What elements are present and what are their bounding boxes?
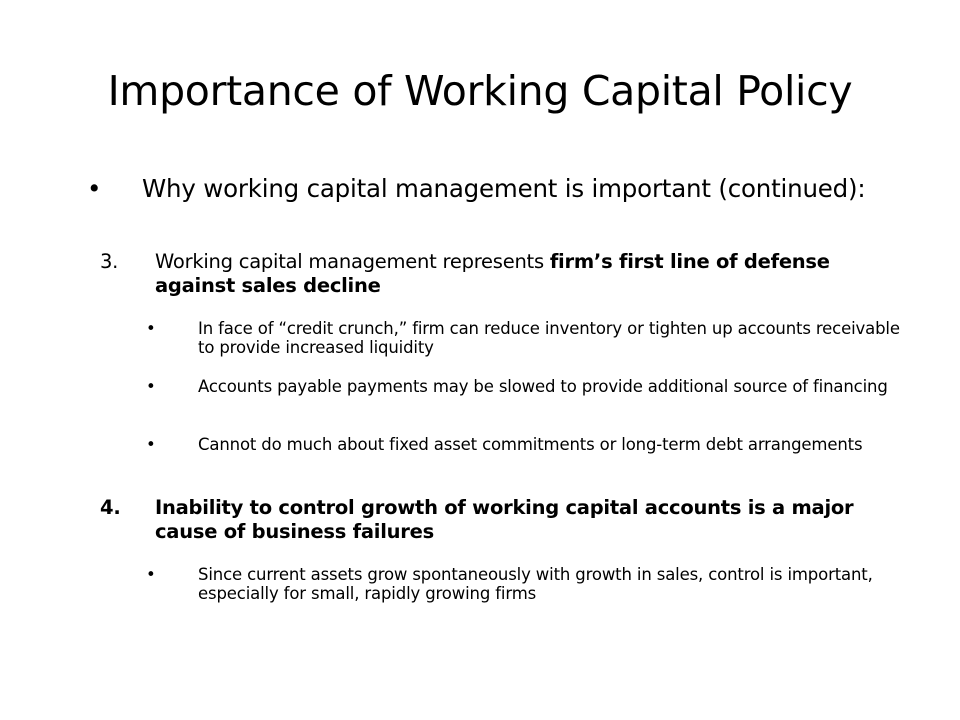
sub-bullet-4-1: [146, 565, 910, 603]
top-bullet: [87, 174, 882, 204]
slide-title: Importance of Working Capital Policy: [107, 67, 853, 115]
bullet-marker: •: [146, 377, 156, 396]
top-bullet-text: Why working capital management is important (continued):: [142, 174, 866, 203]
item-4-bold-text: Inability to control growth of working capital accounts is a major cause of business failures: [155, 496, 854, 543]
item-number: 4.: [100, 496, 121, 519]
item-number: 3.: [100, 250, 119, 273]
numbered-item-4: [100, 496, 910, 543]
sub-bullet-3-2: [146, 377, 910, 396]
sub-bullet-text: In face of “credit crunch,” firm can reduce inventory or tighten up accounts receivable to provide increased liquidity: [198, 319, 900, 357]
sub-bullet-3-3: [146, 435, 910, 454]
bullet-marker: •: [87, 174, 102, 203]
sub-bullet-3-1: [146, 319, 910, 357]
sub-bullet-text: Accounts payable payments may be slowed to provide additional source of financing: [198, 377, 888, 396]
item-3-text: Working capital management represents: [155, 250, 550, 273]
numbered-item-3: [100, 250, 910, 297]
item-3-bold-text: firm’s first line of defense against sales decline: [155, 250, 830, 297]
sub-bullet-text: Cannot do much about fixed asset commitments or long-term debt arrangements: [198, 435, 863, 454]
bullet-marker: •: [146, 319, 156, 338]
bullet-marker: •: [146, 435, 156, 454]
sub-bullet-text: Since current assets grow spontaneously with growth in sales, control is important, especially for small, rapidly growing firms: [198, 565, 873, 603]
bullet-marker: •: [146, 565, 156, 584]
